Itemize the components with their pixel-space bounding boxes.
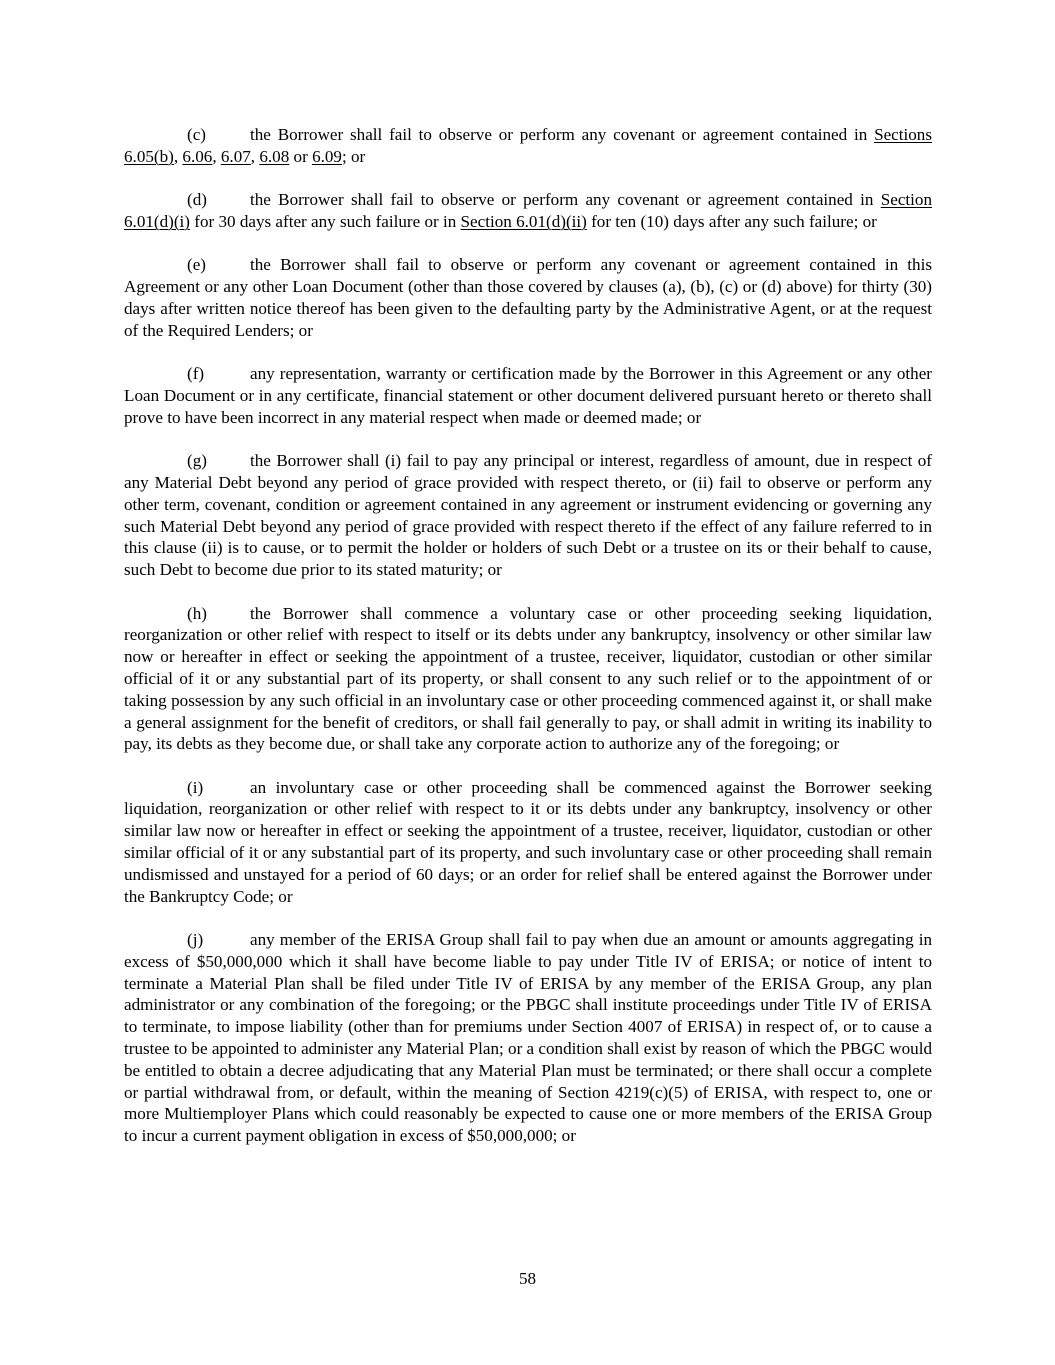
clause-text: ; or <box>341 146 366 166</box>
page-number: 58 <box>518 1269 537 1288</box>
clause-e <box>124 254 932 341</box>
clause-j <box>124 929 932 1147</box>
clause-f <box>124 363 932 428</box>
clause-text: or <box>289 146 313 166</box>
clause-label: (d) <box>187 190 207 210</box>
clause-text: the Borrower shall (i) fail to pay any principal or interest, regardless of amount, due in respect of any Material Debt beyond any period of grace provided with respect thereto, or (ii) fail to observe or perform any other term, covenant, condition or agreement contained in any agreement or instrument evidencing or governing any such Material Debt beyond any period of grace provided with respect thereto if the effect of any failure referred to in this clause (ii) is to cause, or to permit the holder or holders of such Debt or a trustee on its or their behalf to cause, such Debt to become due prior to its stated maturity; or <box>124 451 932 580</box>
clause-text: , <box>212 146 221 166</box>
clause-text: , <box>250 146 260 166</box>
section-reference: Section 6.01(d)(i) <box>124 190 932 231</box>
clause-text: an involuntary case or other proceeding shall be commenced against the Borrower seeking liquidation, reorganization or other relief with respect to it or its debts under any bankruptcy, insolvency or other similar law now or hereafter in effect or seeking the appointment of a trustee, receiver, liquidator, custodian or other similar official of it or any substantial part of its property, and such involuntary case or other proceeding shall remain undismissed and unstayed for a period of 60 days; or an order for relief shall be entered against the Borrower under the Bankruptcy Code; or <box>124 777 932 906</box>
section-reference: Section 6.01(d)(ii) <box>460 211 587 231</box>
clause-label: (g) <box>187 451 207 471</box>
clause-label: (c) <box>187 125 206 144</box>
clause-label: (j) <box>187 930 204 950</box>
clause-label: (h) <box>187 603 207 623</box>
clause-text: , <box>173 146 183 166</box>
clause-label: (e) <box>187 255 206 275</box>
section-reference: 6.08 <box>259 146 290 166</box>
clause-text: any representation, warranty or certification made by the Borrower in this Agreement or any other Loan Document or in any certificate, financial statement or other document delivered pursuant hereto or thereto shall prove to have been incorrect in any material respect when made or deemed made; or <box>124 364 932 427</box>
clause-label: (i) <box>187 777 204 797</box>
document-body <box>124 124 932 1169</box>
clause-c <box>124 124 932 168</box>
clause-d <box>124 189 932 233</box>
section-reference: 6.09 <box>312 146 342 166</box>
clause-text: for ten (10) days after any such failure; or <box>586 211 877 231</box>
section-reference: Sections 6.05(b) <box>124 125 932 166</box>
clause-text: the Borrower shall fail to observe or perform any covenant or agreement contained in <box>250 190 881 210</box>
clause-text: the Borrower shall commence a voluntary case or other proceeding seeking liquidation, reorganization or other relief with respect to itself or its debts under any bankruptcy, insolvency or other similar law now or hereafter in effect or seeking the appointment of a trustee, receiver, liquidator, custodian or other similar official of it or any substantial part of its property, or shall consent to any such relief or to the appointment of or taking possession by any such official in an involuntary case or other proceeding commenced against it, or shall make a general assignment for the benefit of creditors, or shall fail generally to pay, or shall admit in writing its inability to pay, its debts as they become due, or shall take any corporate action to authorize any of the foregoing; or <box>124 603 932 754</box>
clause-text: any member of the ERISA Group shall fail to pay when due an amount or amounts aggregating in excess of $50,000,000 which it shall have become liable to pay under Title IV of ERISA; or notice of intent to terminate a Material Plan shall be filed under Title IV of ERISA by any member of the ERISA Group, any plan administrator or any combination of the foregoing; or the PBGC shall institute proceedings under Title IV of ERISA to terminate, to impose liability (other than for premiums under Section 4007 of ERISA) in respect of, or to cause a trustee to be appointed to administer any Material Plan; or a condition shall exist by reason of which the PBGC would be entitled to obtain a decree adjudicating that any Material Plan must be terminated; or there shall occur a complete or partial withdrawal from, or default, within the meaning of Section 4219(c)(5) of ERISA, with respect to, one or more Multiemployer Plans which could reasonably be expected to cause one or more members of the ERISA Group to incur a current payment obligation in excess of $50,000,000; or <box>124 930 932 1146</box>
clause-text: for 30 days after any such failure or in <box>189 211 461 231</box>
clause-text: the Borrower shall fail to observe or perform any covenant or agreement contained in <box>250 125 875 144</box>
clause-g <box>124 450 932 581</box>
section-reference: 6.06 <box>182 146 213 166</box>
clause-i <box>124 777 932 908</box>
clause-h <box>124 603 932 756</box>
section-reference: 6.07 <box>220 146 251 166</box>
clause-label: (f) <box>187 364 205 384</box>
clause-text: the Borrower shall fail to observe or perform any covenant or agreement contained in this Agreement or any other Loan Document (other than those covered by clauses (a), (b), (c) or (d) above) for thirty (30) days after written notice thereof has been given to the defaulting party by the Administrative Agent, or at the request of the Required Lenders; or <box>124 255 932 340</box>
